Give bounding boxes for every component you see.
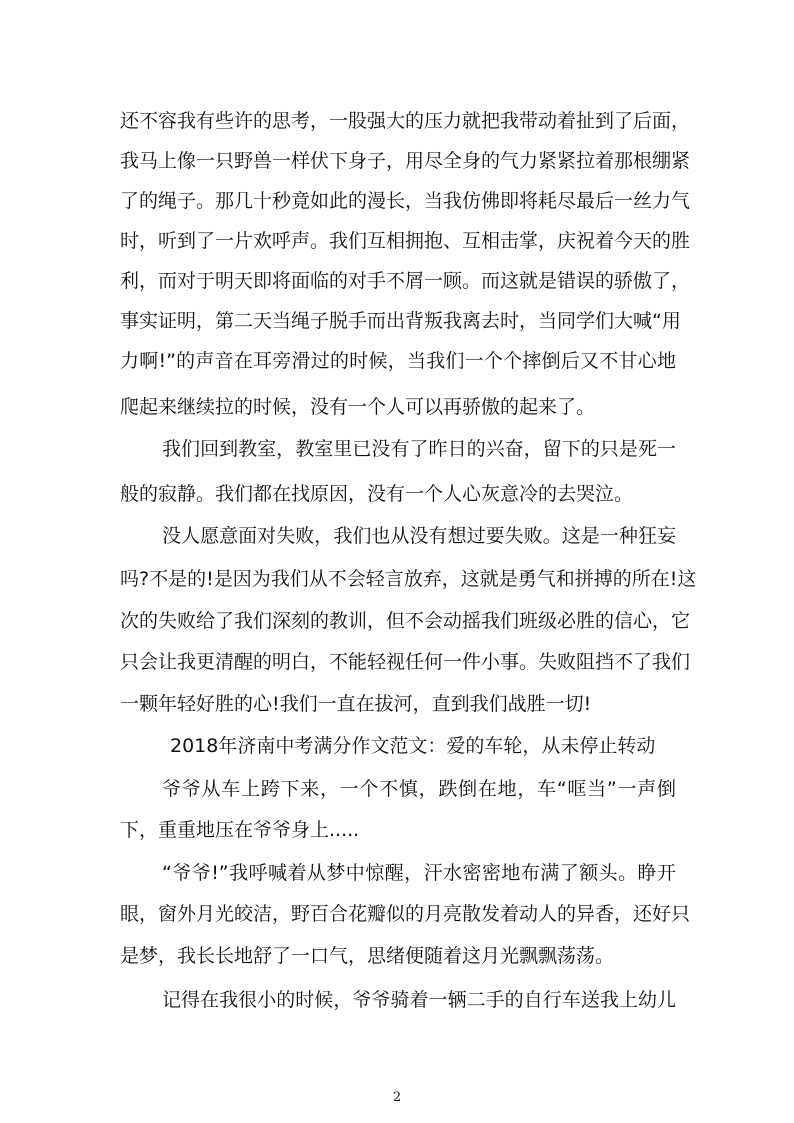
paragraph-start-line: 我们回到教室，教室里已没有了昨日的兴奋，留下的只是死一 bbox=[162, 438, 676, 460]
paragraph-start-line: 没人愿意面对失败，我们也从没有想过要失败。这是一种狂妄 bbox=[162, 525, 676, 547]
section-title: 2018年济南中考满分作文范文：爱的车轮，从未停止转动 bbox=[170, 735, 656, 757]
text-line: 次的失败给了我们深刻的教训，但不会动摇我们班级必胜的信心，它 bbox=[120, 610, 691, 632]
text-line: 吗?不是的!是因为我们从不会轻言放弃，这就是勇气和拼搏的所在!这 bbox=[120, 568, 697, 590]
text-line: 眼，窗外月光皎洁，野百合花瓣似的月亮散发着动人的异香，还好只 bbox=[120, 903, 691, 925]
text-line: 事实证明，第二天当绳子脱手而出背叛我离去时，当同学们大喊“用 bbox=[120, 310, 681, 332]
text-line: 只会让我更清醒的明白，不能轻视任何一件小事。失败阻挡不了我们 bbox=[120, 651, 691, 673]
text-line: 爬起来继续拉的时候，没有一个人可以再骄傲的起来了。 bbox=[120, 396, 596, 418]
text-line: 是梦，我长长地舒了一口气，思绪便随着这月光飘飘荡荡。 bbox=[120, 945, 615, 967]
text-line: 了的绳子。那几十秒竟如此的漫长，当我仿佛即将耗尽最后一丝力气 bbox=[120, 190, 691, 212]
page-number: 2 bbox=[392, 1090, 402, 1105]
text-line: 下，重重地压在爷爷身上..... bbox=[120, 819, 360, 841]
text-line: 一颗年轻好胜的心!我们一直在拔河，直到我们战胜一切! bbox=[120, 693, 592, 715]
text-line: 我马上像一只野兽一样伏下身子，用尽全身的气力紧紧拉着那根绷紧 bbox=[120, 150, 691, 172]
text-line: 利，而对于明天即将面临的对手不屑一顾。而这就是错误的骄傲了， bbox=[120, 270, 691, 292]
paragraph-start-line: 记得在我很小的时候，爷爷骑着一辆二手的自行车送我上幼儿 bbox=[162, 989, 676, 1011]
paragraph-start-line: “爷爷!”我呼喊着从梦中惊醒，汗水密密地布满了额头。睁开 bbox=[162, 862, 676, 884]
text-line: 般的寂静。我们都在找原因，没有一个人心灰意冷的去哭泣。 bbox=[120, 483, 634, 505]
text-line: 时，听到了一片欢呼声。我们互相拥抱、互相击掌，庆祝着今天的胜 bbox=[120, 230, 691, 252]
text-line: 力啊!”的声音在耳旁滑过的时候，当我们一个个摔倒后又不甘心地 bbox=[120, 350, 676, 372]
paragraph-start-line: 爷爷从车上跨下来，一个不慎，跌倒在地，车“哐当”一声倒 bbox=[162, 778, 676, 800]
text-line: 还不容我有些许的思考，一股强大的压力就把我带动着扯到了后面， bbox=[120, 110, 691, 132]
